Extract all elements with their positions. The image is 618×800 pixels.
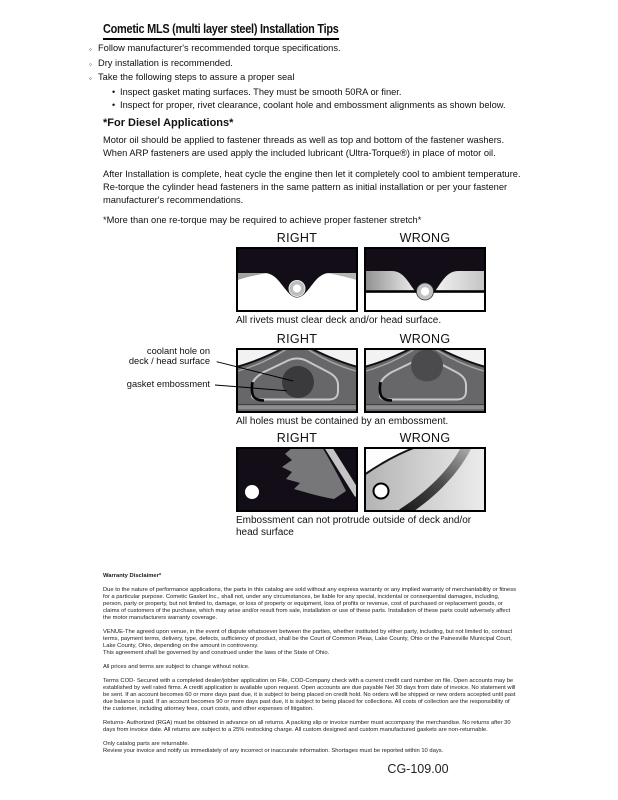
page-number: CG-109.00 [387, 762, 449, 776]
figure-caption: All holes must be contained by an embossment. [236, 416, 449, 427]
retorque-note: *More than one re-torque may be required to achieve proper fastener stretch* [103, 215, 422, 225]
tips-list [89, 42, 529, 113]
rivet-wrong-diagram [364, 247, 486, 312]
dot-bullet-icon: • [112, 86, 116, 97]
list-item [89, 71, 529, 86]
bullet-text: Dry installation is recommended. [98, 57, 233, 68]
diesel-paragraph: Motor oil should be applied to fastener threads as well as top and bottom of the fastener washers. When ARP fasteners are used apply the included lubricant (Ultra-Torque®) in place of motor oil. [103, 135, 505, 159]
disclaimer-paragraph: Only catalog parts are returnable. [103, 741, 190, 747]
list-item [89, 42, 529, 57]
figure-rivet-clearance [236, 231, 486, 327]
right-label: RIGHT [276, 431, 318, 445]
open-bullet-icon: ◦ [89, 74, 92, 83]
protrusion-right-diagram [236, 447, 358, 512]
disclaimer-paragraph: This agreement shall be governed by and construed under the laws of the State of Ohio. [103, 650, 330, 656]
page-title: Cometic MLS (multi layer steel) Installation Tips [103, 21, 339, 40]
protrusion-wrong-diagram [364, 447, 486, 512]
dot-bullet-icon: • [112, 100, 116, 110]
bullet-text: Take the following steps to assure a proper seal [98, 72, 295, 82]
gasket-embossment-annotation: gasket embossment [126, 379, 210, 389]
coolant-hole-annotation: coolant hole on deck / head surface [128, 346, 210, 366]
figure-hole-containment [236, 332, 486, 428]
right-label: RIGHT [276, 231, 318, 245]
open-bullet-icon: ◦ [89, 45, 92, 54]
wrong-label: WRONG [399, 332, 451, 346]
diesel-section-heading: *For Diesel Applications* [103, 117, 234, 129]
disclaimer-paragraph: Returns- Authorized (RGA) must be obtained in advance on all returns. A packing slip or invoice number must accompany the merchandise. No returns after 30 days from invoice date. All returns are subject to a 25% restocking charge. All custom designed and custom manufactured gaskets are non-returnable. [103, 720, 511, 733]
figure-embossment-protrusion [236, 431, 486, 538]
list-item [89, 86, 529, 100]
right-label: RIGHT [276, 332, 318, 346]
disclaimer-paragraph: Due to the nature of performance applications, the parts in this catalog are sold without any express warranty or any implied warranty of merchantability or fitness for a particular purpose. Cometic Gasket Inc., shall not, under any circumstances, be liable for any special, incidental or consequential damages, including, person, party or property, but not limited to, damage, or loss of property or equipment, loss of profits or revenue, cost of purchased or replacement goods, or claims of customers of the purchase, which may arise and/or result from sale, installation or use of these parts. Installation of these parts could adversely affect the motor manufacturers warranty coverage. [103, 587, 517, 621]
figure-caption: Embossment can not protrude outside of deck and/or head surface [236, 515, 472, 538]
disclaimer-paragraph: Review your invoice and notify us immediately of any incorrect or inaccurate information. Shortages must be reported within 10 days. [103, 748, 444, 754]
disclaimer-paragraph: All prices and terms are subject to change without notice. [103, 664, 250, 670]
open-bullet-icon: ◦ [89, 59, 92, 69]
bullet-text: Inspect gasket mating surfaces. They must be smooth 50RA or finer. [120, 86, 402, 97]
disclaimer-paragraph: Terms COD- Secured with a completed dealer/jobber application on File, COD-Company check with a current credit card number on file. Open accounts may be established by well rated firms. A credit application is available upon request. Open accounts are due payable Net 30 days from date of invoice. No statement will be sent. If an account becomes 60 or more days past due, it is subject to being placed on credit hold. No orders will be shipped or new orders accepted until past due balance is paid. If an account becomes 90 or more days past due, it is subject to being placed for collections. All costs of collection are the responsibility of the customer, including attorney fees, court costs, and other expenses of litigation. [103, 678, 516, 712]
bullet-text: Follow manufacturer's recommended torque specifications. [98, 43, 341, 53]
diesel-paragraph: After Installation is complete, heat cycle the engine then let it completely cool to ambient temperature. Re-torque the cylinder head fasteners in the same pattern as initial installation or per your fastener manufacturer's recommendations. [103, 169, 521, 206]
list-item [89, 99, 529, 113]
warranty-heading: Warranty Disclaimer* [103, 573, 162, 579]
rivet-right-diagram [236, 247, 358, 312]
disclaimer-paragraph: VENUE-The agreed upon venue, in the event of dispute whatsoever between the parties, whether instituted by either party, including, but not limited to, contract terms, payment terms, delivery, type, defects, sufficiency of product, shall be the Court of Common Pleas, Lake County, Ohio or the Painesville Municipal Court, Lake County, Ohio, depending on the amount in controversy. [103, 629, 513, 649]
list-item [89, 57, 529, 72]
figure-caption: All rivets must clear deck and/or head surface. [236, 315, 442, 326]
wrong-label: WRONG [399, 431, 451, 445]
embossment-wrong-diagram [364, 348, 486, 413]
wrong-label: WRONG [399, 231, 451, 245]
embossment-right-diagram [236, 348, 358, 413]
bullet-text: Inspect for proper, rivet clearance, coolant hole and embossment alignments as shown below. [120, 100, 506, 110]
warranty-disclaimer-block [103, 573, 517, 762]
